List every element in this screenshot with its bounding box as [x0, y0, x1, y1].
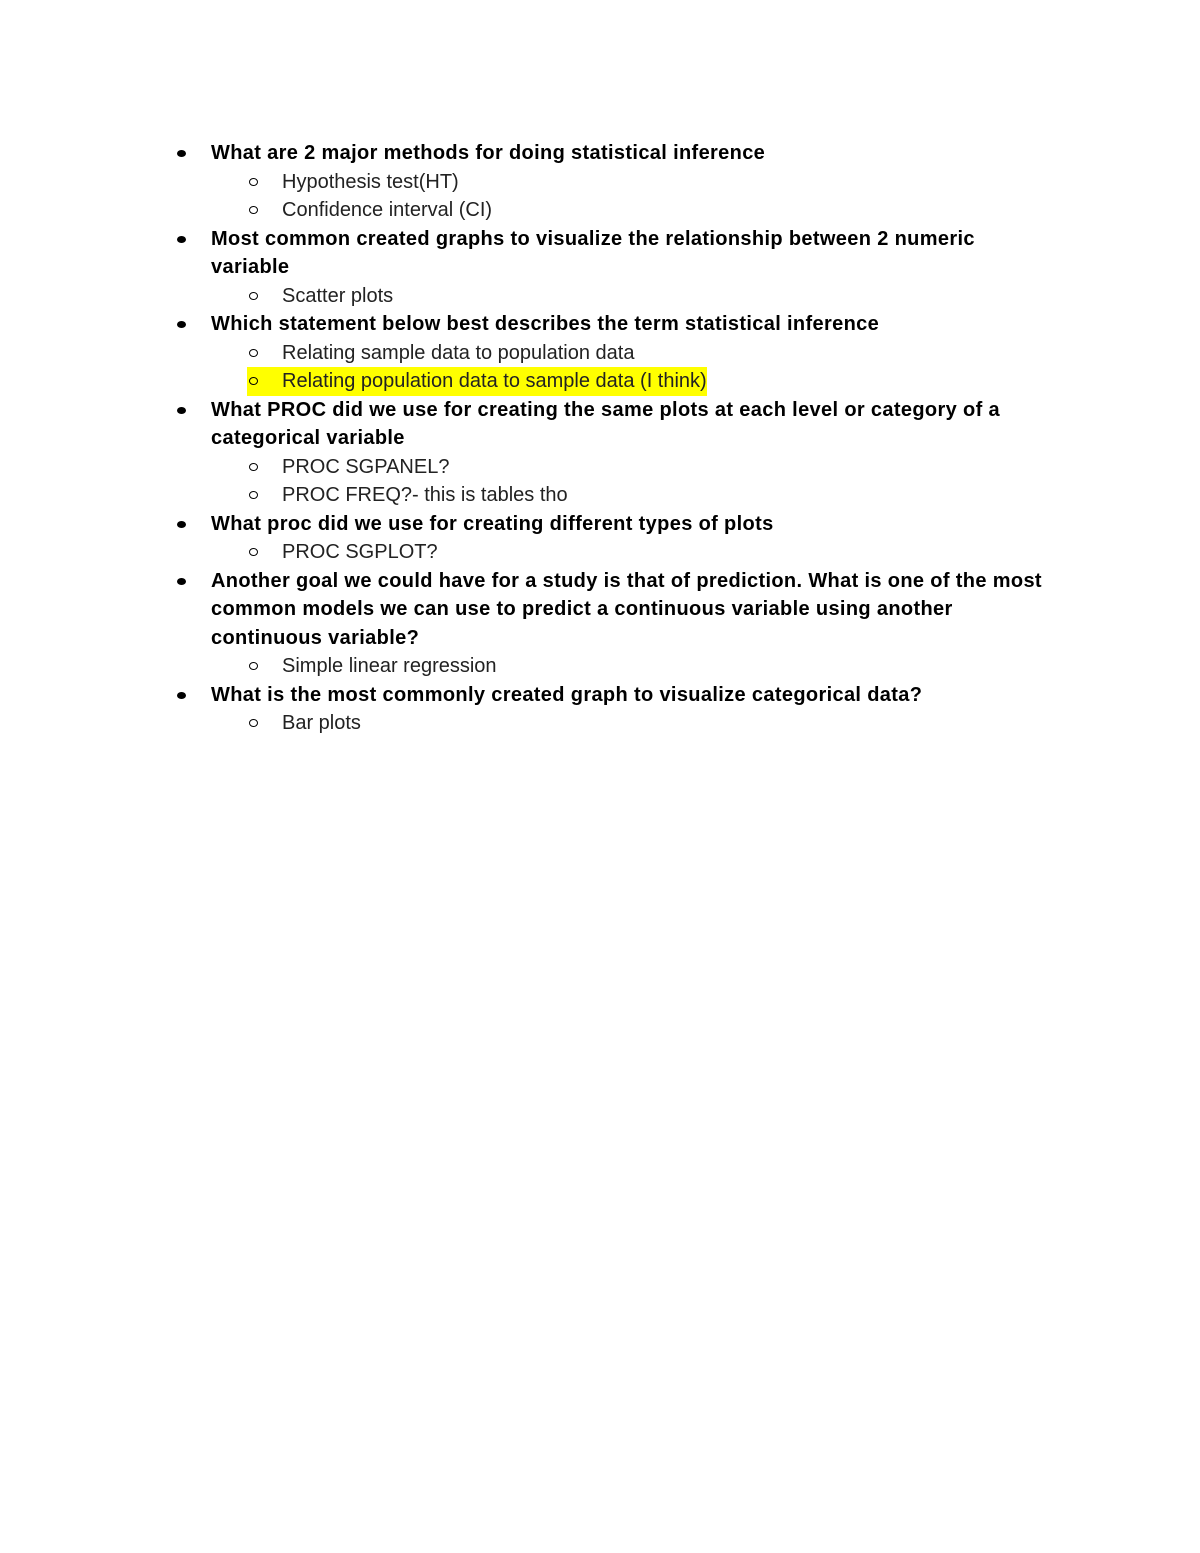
- question-text: What is the most commonly created graph to visualize categorical data?: [211, 683, 923, 706]
- question-item: [211, 310, 1051, 339]
- filled-bullet-icon: [177, 321, 186, 328]
- document-page: [0, 139, 1200, 738]
- highlighted-answer-item: [247, 367, 707, 396]
- filled-bullet-icon: [177, 692, 186, 699]
- answer-text: Scatter plots: [282, 284, 394, 307]
- answer-text: PROC FREQ?- this is tables tho: [282, 484, 568, 506]
- hollow-bullet-icon: [249, 662, 258, 670]
- question-item: [211, 396, 1051, 453]
- hollow-bullet-icon: [249, 719, 258, 727]
- answer-item: [282, 168, 1042, 197]
- answer-text: Confidence interval (CI): [282, 199, 493, 221]
- answer-text: PROC SGPLOT?: [282, 541, 438, 563]
- question-text: What PROC did we use for creating the same plots at each level or category of a categorical variable: [211, 398, 1000, 449]
- question-item: [211, 510, 1051, 539]
- answer-text: Simple linear regression: [282, 655, 497, 677]
- question-item: [211, 567, 1051, 653]
- answer-item: [282, 652, 1042, 681]
- question-text: Another goal we could have for a study is that of prediction. What is one of the most common models we can use to predict a continuous variable using another continuous variable?: [211, 569, 1042, 649]
- hollow-bullet-icon: [249, 292, 258, 300]
- answer-text: Hypothesis test(HT): [282, 170, 459, 193]
- answer-item: [282, 339, 1042, 368]
- answer-text: Bar plots: [282, 712, 361, 734]
- answer-item: [282, 196, 1042, 225]
- question-item: [211, 139, 1051, 168]
- filled-bullet-icon: [177, 236, 186, 243]
- question-text: Which statement below best describes the term statistical inference: [211, 313, 880, 335]
- question-item: [211, 681, 1051, 710]
- hollow-bullet-icon: [249, 206, 258, 214]
- question-text: Most common created graphs to visualize the relationship between 2 numeric variable: [211, 227, 975, 278]
- answer-text: PROC SGPANEL?: [282, 455, 450, 478]
- answer-text: Relating population data to sample data (I think): [282, 370, 707, 392]
- answer-item: [282, 282, 1042, 311]
- question-item: [211, 225, 1051, 282]
- hollow-bullet-icon: [249, 349, 258, 357]
- answer-text: Relating sample data to population data: [282, 341, 635, 364]
- hollow-bullet-icon: [249, 377, 258, 385]
- hollow-bullet-icon: [249, 548, 258, 556]
- answer-item: [282, 709, 1042, 738]
- answer-item: [282, 538, 1042, 567]
- filled-bullet-icon: [177, 407, 186, 414]
- filled-bullet-icon: [177, 150, 186, 157]
- hollow-bullet-icon: [249, 463, 258, 471]
- hollow-bullet-icon: [249, 491, 258, 499]
- answer-item: [282, 481, 1042, 510]
- filled-bullet-icon: [177, 578, 186, 585]
- question-text: What proc did we use for creating different types of plots: [211, 512, 774, 535]
- question-text: What are 2 major methods for doing statistical inference: [211, 142, 766, 164]
- answer-item: [282, 453, 1042, 482]
- hollow-bullet-icon: [249, 178, 258, 186]
- filled-bullet-icon: [177, 521, 186, 528]
